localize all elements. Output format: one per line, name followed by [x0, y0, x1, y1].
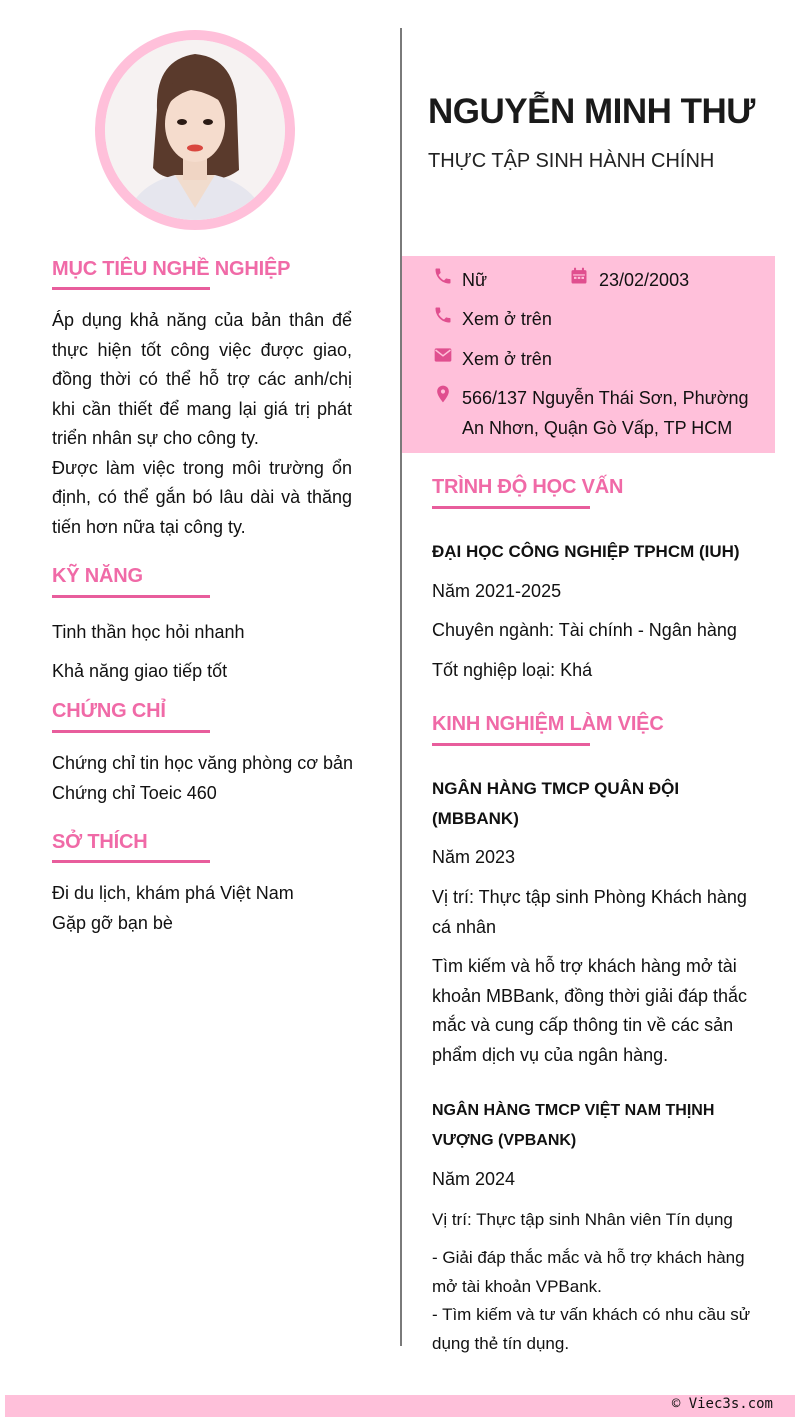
job-position-line: cá nhân [432, 916, 497, 937]
certificate-item: Chứng chỉ tin học văng phòng cơ bản [52, 753, 354, 773]
address-line: 566/137 Nguyễn Thái Sơn, Phường [462, 388, 749, 408]
job-position [432, 883, 747, 942]
email-value: Xem ở trên [462, 349, 552, 369]
objective-underline [52, 287, 210, 290]
job-desc-line: mở tài khoản VPBank. [432, 1276, 602, 1296]
hobby-item: Gặp gỡ bạn bè [52, 912, 173, 933]
footer-bar [5, 1395, 795, 1417]
job-desc-line: khoản MBBank, đồng thời giải đáp thắc [432, 985, 748, 1006]
job-desc-line: - Tìm kiếm và tư vấn khách có nhu cầu sử [432, 1305, 751, 1324]
dob-value: 23/02/2003 [599, 270, 690, 290]
job-year: Năm 2024 [432, 1169, 516, 1189]
job-description [432, 1244, 750, 1358]
job-desc-line: phẩm dịch vụ của ngân hàng. [432, 1044, 669, 1065]
education-major: Chuyên ngành: Tài chính - Ngân hàng [432, 620, 737, 640]
job-position-line: Vị trí: Thực tập sinh Phòng Khách hàng [432, 887, 747, 907]
certificates-list [52, 749, 382, 808]
skill-item: Tinh thần học hỏi nhanh [52, 622, 245, 642]
job-desc-line: dụng thẻ tín dụng. [432, 1333, 570, 1353]
objective-line: tiến hơn nữa tại công ty. [52, 516, 246, 537]
education-underline [432, 506, 590, 509]
job-company [432, 774, 679, 833]
phone-icon [433, 305, 453, 325]
job-desc-line: - Giải đáp thắc mắc và hỗ trợ khách hàng [432, 1248, 745, 1267]
phone-value: Xem ở trên [462, 309, 552, 329]
job-desc-line: Tìm kiếm và hỗ trợ khách hàng mở tài [432, 956, 737, 976]
address-line: An Nhơn, Quận Gò Vấp, TP HCM [462, 417, 733, 438]
job-description [432, 952, 747, 1070]
certificates-underline [52, 730, 210, 733]
objective-line: Áp dụng khả năng của bản thân để [52, 310, 352, 330]
job-company-line: NGÂN HÀNG TMCP VIỆT NAM THỊNH [432, 1102, 715, 1119]
job-company-line: NGÂN HÀNG TMCP QUÂN ĐỘI [432, 779, 680, 798]
location-pin-icon [433, 384, 453, 404]
certificate-item: Chứng chỉ Toeic 460 [52, 782, 217, 803]
job-year: Năm 2023 [432, 847, 516, 867]
hobbies-list [52, 879, 382, 938]
job-desc-line: mắc và cung cấp thông tin về các sản [432, 1015, 734, 1035]
skills-title: KỸ NĂNG [52, 565, 143, 587]
job-company [432, 1096, 714, 1155]
hobby-item: Đi du lịch, khám phá Việt Nam [52, 883, 294, 903]
skills-underline [52, 595, 210, 598]
objective-line: triển nhân sự cho công ty. [52, 428, 259, 448]
objective-line: khi cần thiết để mang lại giá trị phát [52, 398, 352, 419]
objective-line: đồng thời có thể hỗ trợ các anh/chị [52, 369, 352, 389]
education-years: Năm 2021-2025 [432, 581, 562, 601]
objective-line: định, có thể gắn bó lâu dài và thăng [52, 487, 352, 507]
certificates-title: CHỨNG CHỈ [52, 700, 166, 722]
email-icon [433, 345, 453, 365]
column-divider [400, 28, 402, 1346]
hobbies-title: SỞ THÍCH [52, 831, 148, 853]
objective-title: MỤC TIÊU NGHỀ NGHIỆP [52, 258, 291, 280]
experience-underline [432, 743, 590, 746]
objective-line: thực hiện tốt công việc được giao, [52, 339, 352, 360]
contact-box [402, 256, 775, 453]
education-title: TRÌNH ĐỘ HỌC VẤN [432, 476, 624, 498]
objective-line: Được làm việc trong môi trường ổn [52, 457, 352, 478]
experience-title: KINH NGHIỆM LÀM VIỆC [432, 713, 664, 735]
job-position: Vị trí: Thực tập sinh Nhân viên Tín dụng [432, 1210, 733, 1229]
candidate-role: THỰC TẬP SINH HÀNH CHÍNH [428, 150, 715, 172]
education-school: ĐẠI HỌC CÔNG NGHIỆP TPHCM (IUH) [432, 542, 740, 561]
candidate-name: NGUYỄN MINH THƯ [428, 92, 755, 131]
job-company-line: VƯỢNG (VPBANK) [432, 1131, 577, 1149]
skill-item: Khả năng giao tiếp tốt [52, 661, 228, 681]
objective-text [52, 306, 352, 542]
hobbies-underline [52, 860, 210, 863]
footer-credit: © Viec3s.com [671, 1396, 773, 1412]
calendar-icon [569, 266, 589, 286]
skills-list [52, 613, 372, 691]
address-value [462, 384, 749, 443]
phone-icon [433, 266, 453, 286]
avatar [95, 30, 295, 230]
job-company-line: (MBBANK) [432, 808, 519, 828]
education-grade: Tốt nghiệp loại: Khá [432, 660, 593, 680]
gender-value: Nữ [462, 270, 488, 290]
profile-photo [105, 40, 285, 220]
